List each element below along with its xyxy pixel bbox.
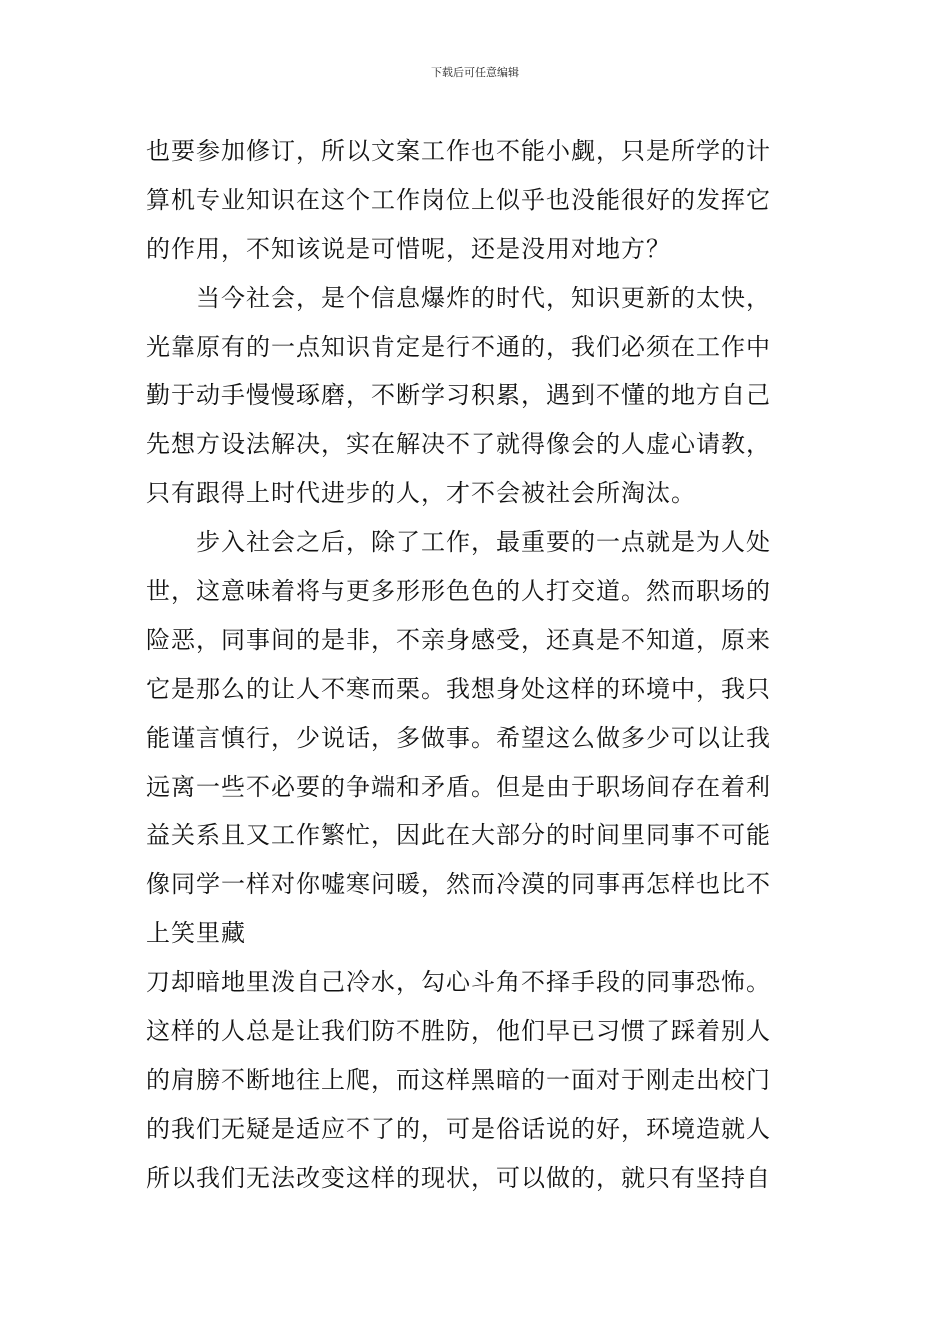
text-line: 世，这意味着将与更多形形色色的人打交道。然而职场的	[146, 577, 771, 606]
text-line: 益关系且又工作繁忙，因此在大部分的时间里同事不可能	[146, 821, 771, 850]
text-line: 算机专业知识在这个工作岗位上似乎也没能很好的发挥它	[146, 185, 771, 214]
text-line: 也要参加修订，所以文案工作也不能小觑，只是所学的计	[146, 137, 771, 165]
text-line: 当今社会，是个信息爆炸的时代，知识更新的太快，	[146, 283, 771, 312]
text-line: 能谨言慎行，少说话，多做事。希望这么做多少可以让我	[146, 723, 771, 752]
text-line: 上笑里藏	[146, 919, 246, 948]
text-line: 所以我们无法改变这样的现状，可以做的，就只有坚持自	[146, 1163, 771, 1192]
text-line: 这样的人总是让我们防不胜防，他们早已习惯了踩着别人	[146, 1017, 771, 1046]
text-line: 勤于动手慢慢琢磨，不断学习积累，遇到不懂的地方自己	[146, 381, 771, 410]
text-line: 只有跟得上时代进步的人，才不会被社会所淘汰。	[146, 479, 696, 508]
text-line: 险恶，同事间的是非，不亲身感受，还真是不知道，原来	[146, 625, 771, 654]
text-line: 的肩膀不断地往上爬，而这样黑暗的一面对于刚走出校门	[146, 1065, 771, 1094]
document-body	[146, 129, 810, 1205]
text-line: 光靠原有的一点知识肯定是行不通的，我们必须在工作中	[146, 332, 771, 361]
text-line: 远离一些不必要的争端和矛盾。但是由于职场间存在着利	[146, 772, 771, 801]
page-header: 下载后可任意编辑	[431, 66, 519, 79]
text-line: 刀却暗地里泼自己冷水，勾心斗角不择手段的同事恐怖。	[146, 968, 771, 997]
text-line: 的作用，不知该说是可惜呢，还是没用对地方？	[146, 234, 671, 263]
text-line: 像同学一样对你嘘寒问暖，然而冷漠的同事再怎样也比不	[146, 870, 771, 899]
text-line: 它是那么的让人不寒而栗。我想身处这样的环境中，我只	[146, 674, 771, 703]
text-line: 先想方设法解决，实在解决不了就得像会的人虚心请教，	[146, 430, 771, 459]
text-line: 步入社会之后，除了工作，最重要的一点就是为人处	[146, 528, 771, 557]
text-line: 的我们无疑是适应不了的，可是俗话说的好，环境造就人	[146, 1114, 771, 1143]
